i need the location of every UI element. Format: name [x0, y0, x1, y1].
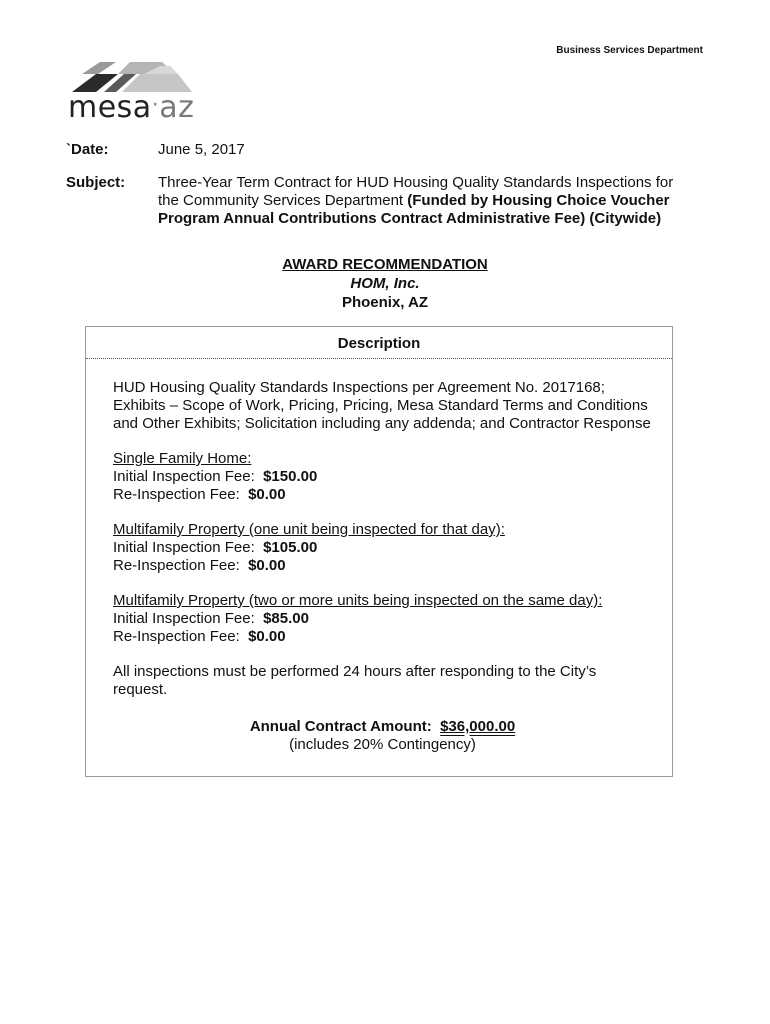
fee-section-multifamily-multi-unit — [113, 592, 652, 646]
reinspection-fee-value: $0.00 — [248, 557, 286, 574]
reinspection-fee-row — [113, 486, 652, 504]
initial-fee-row — [113, 610, 652, 628]
award-title: AWARD RECOMMENDATION — [282, 256, 488, 273]
description-box — [85, 326, 673, 777]
initial-fee-value: $105.00 — [263, 539, 318, 556]
fee-section-heading: Single Family Home: — [113, 450, 252, 467]
initial-fee-row — [113, 468, 652, 486]
initial-fee-label: Initial Inspection Fee: — [113, 468, 255, 485]
reinspection-fee-row — [113, 628, 652, 646]
annual-contract — [113, 718, 652, 754]
subject-bold: (Funded by Housing Choice Voucher Program Annual Contributions Contract Administrative Fee) (Citywide) — [158, 192, 670, 227]
reinspection-fee-label: Re-Inspection Fee: — [113, 557, 240, 574]
award-company: HOM, Inc. — [350, 275, 420, 292]
award-location: Phoenix, AZ — [341, 294, 429, 311]
reinspection-fee-value: $0.00 — [248, 628, 286, 645]
annual-contract-amount: $36,000.00 — [440, 718, 516, 735]
subject-label: Subject: — [66, 174, 126, 191]
date-label: `Date: — [66, 141, 109, 158]
mesa-az-logo — [66, 60, 216, 130]
award-recommendation — [0, 255, 770, 312]
reinspection-fee-row — [113, 557, 652, 575]
logo-dot: · — [151, 93, 160, 118]
department-name: Business Services Department — [556, 45, 703, 56]
description-heading: Description — [86, 327, 672, 359]
description-body — [86, 359, 672, 754]
reinspection-fee-label: Re-Inspection Fee: — [113, 486, 240, 503]
annual-contract-label: Annual Contract Amount: — [249, 718, 432, 735]
subject-text — [158, 174, 698, 228]
initial-fee-value: $85.00 — [263, 610, 309, 627]
mesa-logo-mark-icon — [66, 60, 206, 94]
fee-section-heading: Multifamily Property (one unit being inspected for that day): — [113, 521, 505, 538]
inspection-note: All inspections must be performed 24 hours after responding to the City’s request. — [113, 663, 597, 698]
description-intro: HUD Housing Quality Standards Inspections per Agreement No. 2017168; Exhibits – Scope of Work, Pricing, Pricing, Mesa Standard Terms and Conditions and Other Exhibits; Solicitation including any addenda; and Contractor Response — [113, 379, 651, 432]
subject-plain: Three-Year Term Contract for HUD Housing Quality Standards Inspections for the Community Services Department — [158, 174, 674, 209]
contingency-note: (includes 20% Contingency) — [289, 736, 476, 753]
date-value: June 5, 2017 — [158, 141, 245, 158]
fee-section-heading: Multifamily Property (two or more units being inspected on the same day): — [113, 592, 603, 609]
annual-contract-row — [113, 718, 652, 736]
fee-section-multifamily-one-unit — [113, 521, 652, 575]
logo-word-az: az — [159, 90, 195, 125]
initial-fee-row — [113, 539, 652, 557]
reinspection-fee-value: $0.00 — [248, 486, 286, 503]
initial-fee-label: Initial Inspection Fee: — [113, 610, 255, 627]
logo-word-mesa: mesa — [68, 90, 152, 125]
reinspection-fee-label: Re-Inspection Fee: — [113, 628, 240, 645]
initial-fee-value: $150.00 — [263, 468, 318, 485]
fee-section-single-family — [113, 450, 652, 504]
logo-wordmark — [68, 90, 194, 125]
initial-fee-label: Initial Inspection Fee: — [113, 539, 255, 556]
